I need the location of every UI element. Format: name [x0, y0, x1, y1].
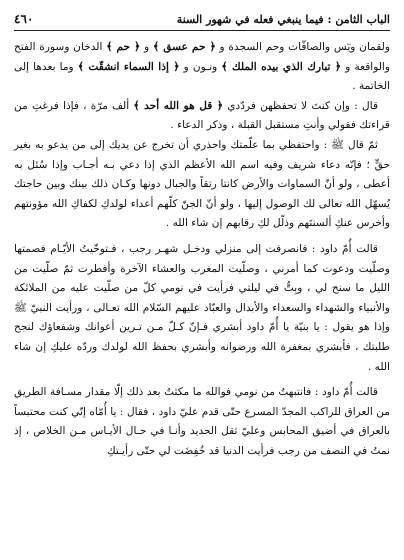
text-segment: و: [140, 41, 153, 53]
text-segment: قال : وإن كنتَ لا تحفظهن فردّدي: [223, 99, 379, 112]
page-header: [14, 8, 390, 31]
quran-reference: ﴿ حم عسق ﴾: [152, 41, 216, 53]
paragraph: [14, 97, 390, 136]
quran-reference: ﴿ قل هو الله أحد ﴾: [133, 99, 224, 112]
paragraph: [14, 38, 390, 97]
quran-reference: ﴿ تبارك الذي بيده الملك ﴾: [221, 60, 342, 73]
text-segment: ولقمان ويٓس والصافّات وحم السجدة و: [215, 41, 391, 53]
page-number: ٤٦٠: [14, 12, 34, 26]
quran-reference: ﴿ إذا السماء انشقّت ﴾: [77, 60, 180, 73]
paragraph: [14, 240, 390, 377]
running-title: الباب الثامن : فيما ينبغي فعله في شهور السنة: [176, 12, 390, 26]
text-segment: ألف مرّة ، فإذا فرغتِ من قراءتك فقولي وأنتِ مستقبل القبلة ، وذكر الدعاء .: [14, 99, 390, 132]
text-segment: وما بعدها إلى الخاتمة .: [14, 60, 390, 93]
page-body: [14, 38, 390, 552]
quran-reference: ﴿ حم ﴾: [106, 41, 141, 53]
text-segment: قالت أُمّ داود : فانصرفت إلى منزلي ودخـل شهـر رجب ، فـتوخّيتُ الأيّـام فصمتها وصلّيت ودعوت كما أمرني ، وصلّيت المغرب والعشاء الآخرة وأفطرت ثمّ صلّيت من الليل ما سنح لي ، وبِتُّ في ليلتي فرأيت في نومي كلّ من صلّيت عليه من الملائكة والأنبياء والشهداء والسعداء والأبدال والعبّاد عليهم السّلام الله تعـالى ، ورأيت النبيّ ﷺ وإذا هو يقول : يا بنيّة يا أُمّ داود أبشري فـإنّ كـلّ مـن تـرين أعوانك وشفعاؤك لنجح طلبتك ، فأبشري بمغفرة الله ورضوانه وأبشري بحفظ الله لولدك وردّه عليكِ إن شاء الله .: [14, 242, 390, 373]
paragraph: [14, 136, 390, 234]
text-segment: ثمّ قال ﷺ : واحتفظي بما علّمتك واحذري أن تخرج عن يديك إلى من يدعو به بغير حقٍّ ؛ فإنّه دعاء شريف وفيه اسم الله الأعظم الذي إذا دعي بـه أجـاب وإذا سُئل به أعطى ، ولو أنّ السماوات والأرض كانتا رتقاً والجبال دونها وكـان ذلك بينك وبين حاجتك يُسهّل الله تعالى لك الوصول إليها ، ولو أنّ الجنّ كلّهم أعداء لولدكِ لكفاكِ الله مؤونتهم وأخرس عنكِ ألسنتَهم وذلّل لكِ رقابهم إن شاء الله .: [14, 138, 390, 230]
paragraph: [14, 383, 390, 461]
text-segment: الدخان وسورة الفتح والواقعة و: [14, 41, 390, 73]
text-segment: قالت أُمّ داود : فانتبهتُ من نومي فوالله ما مكثتُ بعد ذلك إلّا مقدار مسـافة الطريق من العراق للراكب المجدّ المسرع حتّى قدم عليّ داود ، فقال : يا أُمّاه إنّي كنت محتبساً بالعراق في أضيق المحابس وعليّ ثقل الحديد وأنـا في حـال الأيـاس مـن الخلاص ، إذ نمتُ في النصف من رجب فرأيت الدنيا قد خُفِضَت لي حتّى رأيـتكِ: [14, 386, 390, 457]
text-segment: ونـون و: [179, 60, 222, 73]
